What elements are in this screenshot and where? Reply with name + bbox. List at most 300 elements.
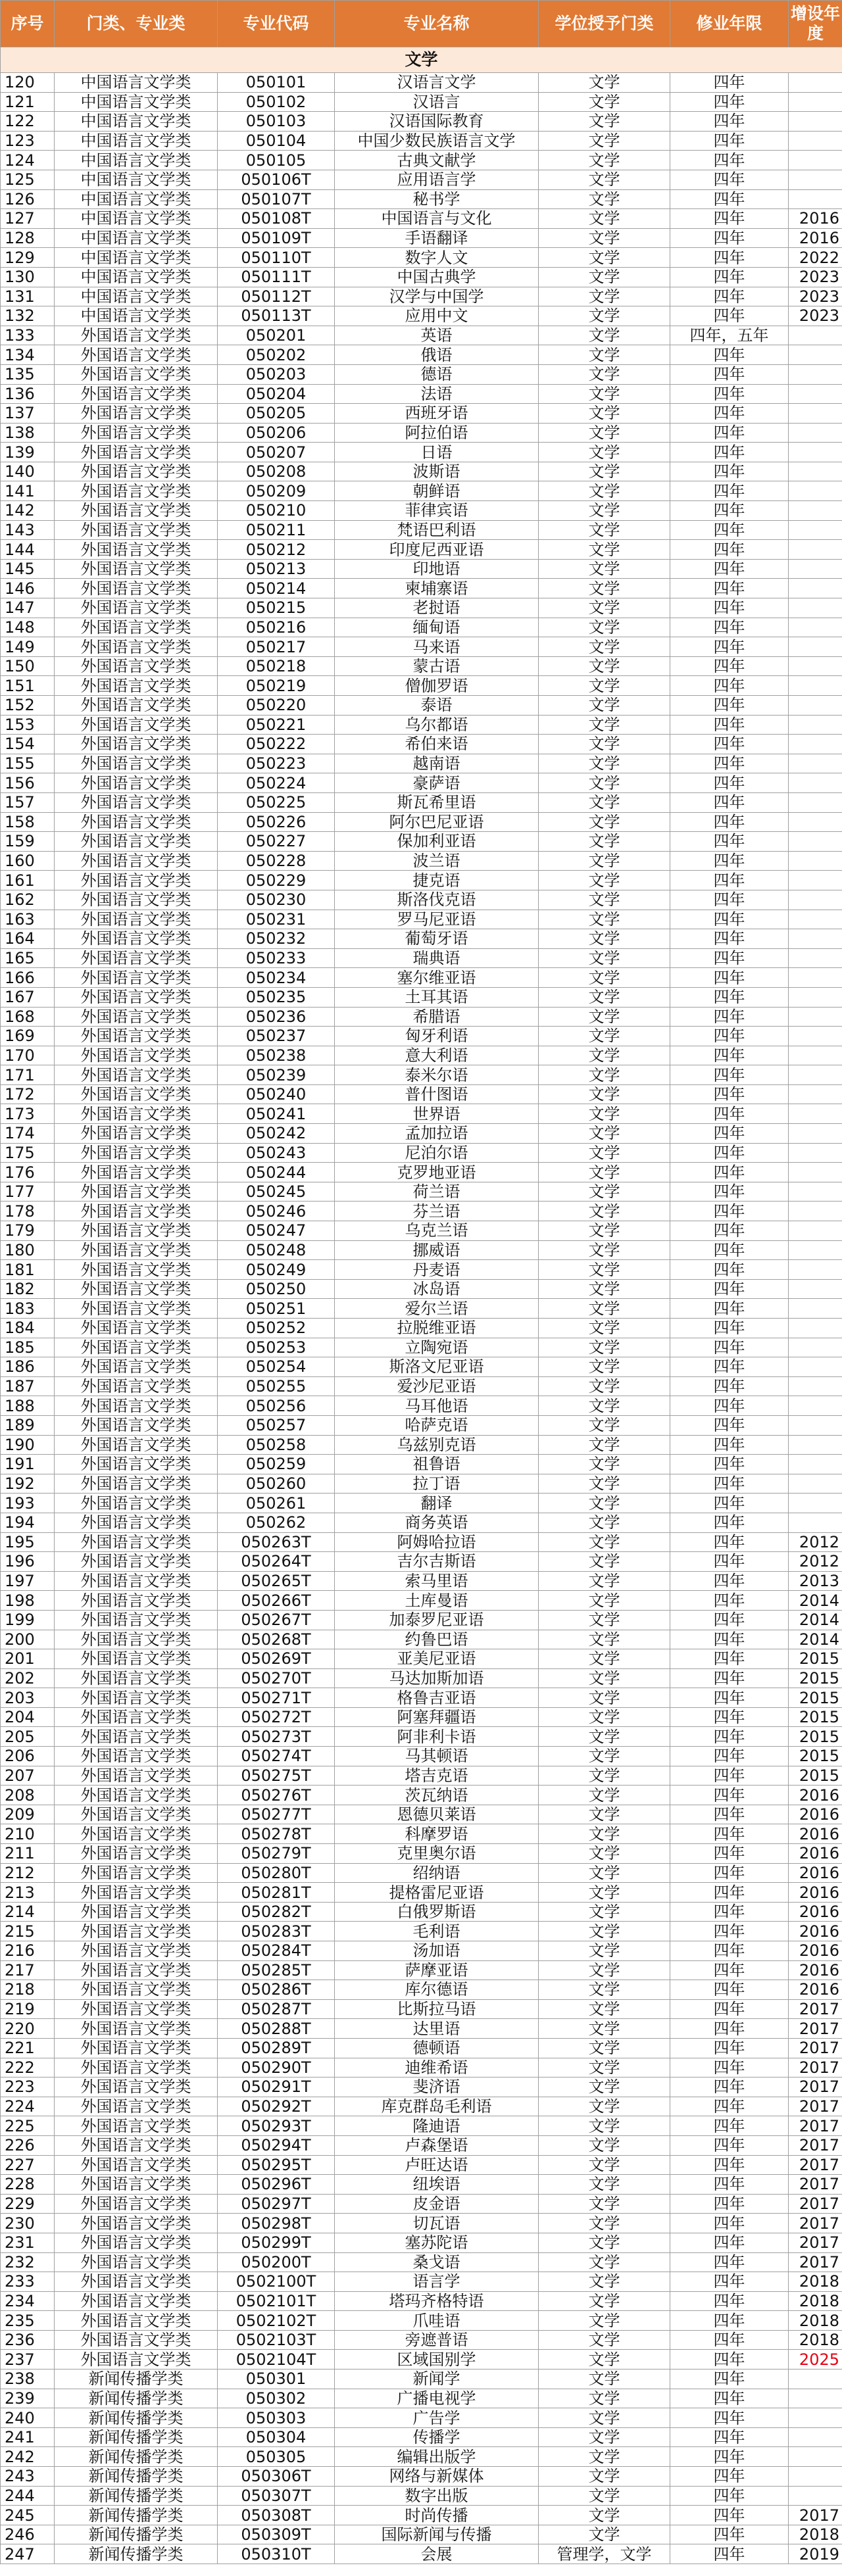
row-degree: 文学 bbox=[539, 481, 670, 501]
row-code: 050275T bbox=[218, 1766, 335, 1786]
row-year-added bbox=[789, 404, 842, 424]
row-code: 050260 bbox=[218, 1474, 335, 1494]
row-name: 希伯来语 bbox=[335, 735, 539, 754]
row-degree: 文学 bbox=[539, 2194, 670, 2214]
row-name: 斐济语 bbox=[335, 2078, 539, 2097]
row-degree: 文学 bbox=[539, 2427, 670, 2447]
row-seq: 220 bbox=[1, 2019, 55, 2039]
row-duration: 四年 bbox=[670, 1668, 789, 1688]
row-degree: 文学 bbox=[539, 131, 670, 151]
row-year-added bbox=[789, 189, 842, 209]
row-duration: 四年 bbox=[670, 637, 789, 657]
row-year-added bbox=[789, 462, 842, 481]
row-category: 外国语言文学类 bbox=[55, 1960, 218, 1980]
row-name: 柬埔寨语 bbox=[335, 579, 539, 598]
row-name: 达里语 bbox=[335, 2019, 539, 2039]
row-category: 外国语言文学类 bbox=[55, 1902, 218, 1922]
row-name: 瑞典语 bbox=[335, 948, 539, 968]
row-degree: 文学 bbox=[539, 2311, 670, 2331]
row-category: 外国语言文学类 bbox=[55, 1707, 218, 1727]
row-year-added: 2018 bbox=[789, 2311, 842, 2331]
row-code: 050304 bbox=[218, 2427, 335, 2447]
row-code: 050223 bbox=[218, 754, 335, 773]
row-seq: 130 bbox=[1, 267, 55, 287]
row-duration: 四年 bbox=[670, 170, 789, 189]
table-row bbox=[1, 579, 842, 598]
row-category: 外国语言文学类 bbox=[55, 2135, 218, 2155]
row-degree: 文学 bbox=[539, 1046, 670, 1065]
row-seq: 167 bbox=[1, 987, 55, 1007]
row-seq: 127 bbox=[1, 209, 55, 229]
table-row bbox=[1, 832, 842, 852]
row-category: 外国语言文学类 bbox=[55, 2194, 218, 2214]
table-row bbox=[1, 1182, 842, 1202]
row-duration: 四年 bbox=[670, 579, 789, 598]
row-code: 050205 bbox=[218, 404, 335, 424]
row-name: 白俄罗斯语 bbox=[335, 1902, 539, 1922]
row-code: 050225 bbox=[218, 792, 335, 812]
row-name: 僧伽罗语 bbox=[335, 676, 539, 696]
row-category: 外国语言文学类 bbox=[55, 1941, 218, 1961]
table-row bbox=[1, 1727, 842, 1747]
row-name: 语言学 bbox=[335, 2272, 539, 2292]
row-degree: 文学 bbox=[539, 1786, 670, 1805]
row-name: 桑戈语 bbox=[335, 2252, 539, 2272]
row-name: 匈牙利语 bbox=[335, 1027, 539, 1046]
row-name: 乌兹别克语 bbox=[335, 1435, 539, 1455]
row-code: 050204 bbox=[218, 384, 335, 404]
row-category: 外国语言文学类 bbox=[55, 1435, 218, 1455]
row-year-added bbox=[789, 579, 842, 598]
row-code: 050108T bbox=[218, 209, 335, 229]
table-row bbox=[1, 1435, 842, 1455]
row-code: 050281T bbox=[218, 1883, 335, 1903]
row-duration: 四年 bbox=[670, 1357, 789, 1377]
row-year-added bbox=[789, 832, 842, 852]
row-year-added: 2018 bbox=[789, 2291, 842, 2311]
row-seq: 189 bbox=[1, 1415, 55, 1435]
row-seq: 214 bbox=[1, 1902, 55, 1922]
row-code: 050214 bbox=[218, 579, 335, 598]
row-seq: 197 bbox=[1, 1571, 55, 1591]
row-category: 外国语言文学类 bbox=[55, 2019, 218, 2039]
row-seq: 222 bbox=[1, 2058, 55, 2078]
row-degree: 文学 bbox=[539, 735, 670, 754]
row-year-added: 2016 bbox=[789, 1786, 842, 1805]
row-year-added bbox=[789, 2447, 842, 2467]
row-seq: 203 bbox=[1, 1688, 55, 1708]
row-name: 萨摩亚语 bbox=[335, 1960, 539, 1980]
table-row bbox=[1, 1747, 842, 1766]
col-header-year-added: 增设年度 bbox=[789, 1, 842, 47]
row-seq: 125 bbox=[1, 170, 55, 189]
row-degree: 文学 bbox=[539, 2116, 670, 2136]
row-duration: 四年 bbox=[670, 228, 789, 248]
row-category: 外国语言文学类 bbox=[55, 773, 218, 793]
row-year-added: 2023 bbox=[789, 287, 842, 306]
row-year-added bbox=[789, 1202, 842, 1221]
row-degree: 文学 bbox=[539, 1415, 670, 1435]
row-category: 外国语言文学类 bbox=[55, 1027, 218, 1046]
table-row bbox=[1, 754, 842, 773]
row-category: 新闻传播学类 bbox=[55, 2467, 218, 2487]
row-year-added: 2018 bbox=[789, 2272, 842, 2292]
row-duration: 四年 bbox=[670, 2544, 789, 2564]
row-year-added: 2017 bbox=[789, 2078, 842, 2097]
row-duration: 四年 bbox=[670, 2116, 789, 2136]
row-name: 马达加斯加语 bbox=[335, 1668, 539, 1688]
row-seq: 166 bbox=[1, 968, 55, 988]
row-name: 法语 bbox=[335, 384, 539, 404]
row-year-added: 2015 bbox=[789, 1727, 842, 1747]
row-year-added bbox=[789, 540, 842, 560]
row-code: 050216 bbox=[218, 618, 335, 637]
row-seq: 207 bbox=[1, 1766, 55, 1786]
row-duration: 四年 bbox=[670, 1084, 789, 1104]
row-code: 050244 bbox=[218, 1163, 335, 1182]
row-seq: 140 bbox=[1, 462, 55, 481]
row-degree: 文学 bbox=[539, 1084, 670, 1104]
row-code: 050209 bbox=[218, 481, 335, 501]
table-row bbox=[1, 2135, 842, 2155]
table-row bbox=[1, 1027, 842, 1046]
row-category: 外国语言文学类 bbox=[55, 871, 218, 890]
row-degree: 文学 bbox=[539, 189, 670, 209]
row-year-added bbox=[789, 2427, 842, 2447]
row-code: 050289T bbox=[218, 2038, 335, 2058]
row-name: 乌尔都语 bbox=[335, 715, 539, 735]
row-name: 茨瓦纳语 bbox=[335, 1786, 539, 1805]
row-year-added: 2017 bbox=[789, 2252, 842, 2272]
row-duration: 四年 bbox=[670, 2369, 789, 2389]
row-code: 0502100T bbox=[218, 2272, 335, 2292]
row-category: 外国语言文学类 bbox=[55, 1552, 218, 1572]
row-seq: 242 bbox=[1, 2447, 55, 2467]
row-seq: 184 bbox=[1, 1319, 55, 1338]
row-degree: 文学 bbox=[539, 773, 670, 793]
row-code: 050302 bbox=[218, 2389, 335, 2408]
row-name: 隆迪语 bbox=[335, 2116, 539, 2136]
row-year-added: 2015 bbox=[789, 1707, 842, 1727]
row-duration: 四年 bbox=[670, 287, 789, 306]
row-seq: 121 bbox=[1, 92, 55, 112]
table-row bbox=[1, 1065, 842, 1085]
row-name: 卢旺达语 bbox=[335, 2155, 539, 2175]
row-seq: 157 bbox=[1, 792, 55, 812]
row-seq: 124 bbox=[1, 151, 55, 170]
row-year-added bbox=[789, 2369, 842, 2389]
row-code: 050207 bbox=[218, 443, 335, 462]
row-degree: 文学 bbox=[539, 2525, 670, 2544]
row-category: 外国语言文学类 bbox=[55, 948, 218, 968]
row-code: 0502102T bbox=[218, 2311, 335, 2331]
row-name: 土耳其语 bbox=[335, 987, 539, 1007]
row-year-added bbox=[789, 1494, 842, 1513]
row-name: 塔吉克语 bbox=[335, 1766, 539, 1786]
row-seq: 134 bbox=[1, 345, 55, 365]
row-name: 菲律宾语 bbox=[335, 501, 539, 521]
row-seq: 126 bbox=[1, 189, 55, 209]
row-year-added bbox=[789, 131, 842, 151]
row-seq: 224 bbox=[1, 2097, 55, 2116]
row-name: 德语 bbox=[335, 364, 539, 384]
row-name: 格鲁吉亚语 bbox=[335, 1688, 539, 1708]
row-duration: 四年 bbox=[670, 1143, 789, 1163]
row-category: 外国语言文学类 bbox=[55, 345, 218, 365]
row-code: 050282T bbox=[218, 1902, 335, 1922]
row-code: 050285T bbox=[218, 1960, 335, 1980]
row-degree: 文学 bbox=[539, 1124, 670, 1144]
row-seq: 177 bbox=[1, 1182, 55, 1202]
row-degree: 文学 bbox=[539, 2506, 670, 2525]
row-duration: 四年 bbox=[670, 384, 789, 404]
row-name: 国际新闻与传播 bbox=[335, 2525, 539, 2544]
row-duration: 四年 bbox=[670, 1435, 789, 1455]
row-name: 卢森堡语 bbox=[335, 2135, 539, 2155]
table-row bbox=[1, 890, 842, 910]
section-row bbox=[1, 47, 842, 73]
row-seq: 195 bbox=[1, 1532, 55, 1552]
row-name: 保加利亚语 bbox=[335, 832, 539, 852]
row-category: 外国语言文学类 bbox=[55, 326, 218, 345]
row-year-added: 2012 bbox=[789, 1552, 842, 1572]
table-row bbox=[1, 2525, 842, 2544]
row-year-added: 2015 bbox=[789, 1668, 842, 1688]
row-name: 中国语言与文化 bbox=[335, 209, 539, 229]
table-row bbox=[1, 773, 842, 793]
row-duration: 四年 bbox=[670, 1396, 789, 1416]
row-degree: 文学 bbox=[539, 2291, 670, 2311]
row-degree: 文学 bbox=[539, 170, 670, 189]
row-name: 哈萨克语 bbox=[335, 1415, 539, 1435]
row-year-added: 2016 bbox=[789, 1824, 842, 1844]
row-year-added bbox=[789, 2389, 842, 2408]
row-duration: 四年 bbox=[670, 1474, 789, 1494]
row-duration: 四年 bbox=[670, 1766, 789, 1786]
table-row bbox=[1, 1941, 842, 1961]
row-category: 外国语言文学类 bbox=[55, 501, 218, 521]
table-row bbox=[1, 462, 842, 481]
row-duration: 四年 bbox=[670, 948, 789, 968]
table-row bbox=[1, 2506, 842, 2525]
row-duration: 四年 bbox=[670, 559, 789, 579]
row-name: 提格雷尼亚语 bbox=[335, 1883, 539, 1903]
row-degree: 文学 bbox=[539, 228, 670, 248]
table-row bbox=[1, 1532, 842, 1552]
row-seq: 172 bbox=[1, 1084, 55, 1104]
row-code: 050233 bbox=[218, 948, 335, 968]
row-seq: 169 bbox=[1, 1027, 55, 1046]
row-category: 外国语言文学类 bbox=[55, 2291, 218, 2311]
row-duration: 四年 bbox=[670, 754, 789, 773]
table-row bbox=[1, 1999, 842, 2019]
table-row bbox=[1, 1260, 842, 1280]
row-degree: 文学 bbox=[539, 1688, 670, 1708]
row-degree: 文学 bbox=[539, 209, 670, 229]
row-year-added bbox=[789, 1357, 842, 1377]
row-degree: 文学 bbox=[539, 443, 670, 462]
row-category: 外国语言文学类 bbox=[55, 364, 218, 384]
row-degree: 文学 bbox=[539, 1571, 670, 1591]
row-year-added: 2016 bbox=[789, 1805, 842, 1824]
row-code: 050210 bbox=[218, 501, 335, 521]
row-degree: 文学 bbox=[539, 540, 670, 560]
row-name: 纽埃语 bbox=[335, 2175, 539, 2195]
row-code: 050308T bbox=[218, 2506, 335, 2525]
row-code: 050269T bbox=[218, 1649, 335, 1669]
row-degree: 文学 bbox=[539, 1007, 670, 1027]
row-category: 外国语言文学类 bbox=[55, 1046, 218, 1065]
table-row bbox=[1, 326, 842, 345]
row-degree: 文学 bbox=[539, 2019, 670, 2039]
row-seq: 179 bbox=[1, 1221, 55, 1241]
row-category: 新闻传播学类 bbox=[55, 2389, 218, 2408]
row-year-added bbox=[789, 345, 842, 365]
row-code: 050279T bbox=[218, 1844, 335, 1864]
row-seq: 217 bbox=[1, 1960, 55, 1980]
table-row bbox=[1, 112, 842, 132]
row-name: 泰米尔语 bbox=[335, 1065, 539, 1085]
row-seq: 225 bbox=[1, 2116, 55, 2136]
row-degree: 文学 bbox=[539, 248, 670, 268]
row-name: 丹麦语 bbox=[335, 1260, 539, 1280]
row-code: 050236 bbox=[218, 1007, 335, 1027]
row-seq: 226 bbox=[1, 2135, 55, 2155]
row-duration: 四年 bbox=[670, 2038, 789, 2058]
row-category: 外国语言文学类 bbox=[55, 1747, 218, 1766]
row-seq: 143 bbox=[1, 520, 55, 540]
table-row bbox=[1, 1474, 842, 1494]
row-code: 050288T bbox=[218, 2019, 335, 2039]
row-degree: 文学 bbox=[539, 968, 670, 988]
row-seq: 141 bbox=[1, 481, 55, 501]
row-duration: 四年 bbox=[670, 696, 789, 716]
row-code: 050201 bbox=[218, 326, 335, 345]
table-row bbox=[1, 812, 842, 832]
table-row bbox=[1, 2311, 842, 2331]
row-category: 中国语言文学类 bbox=[55, 306, 218, 326]
row-degree: 文学 bbox=[539, 2078, 670, 2097]
row-name: 皮金语 bbox=[335, 2194, 539, 2214]
table-row bbox=[1, 1279, 842, 1299]
row-code: 050102 bbox=[218, 92, 335, 112]
row-code: 050250 bbox=[218, 1279, 335, 1299]
row-duration: 四年 bbox=[670, 2078, 789, 2097]
row-code: 050208 bbox=[218, 462, 335, 481]
row-year-added bbox=[789, 676, 842, 696]
row-category: 中国语言文学类 bbox=[55, 287, 218, 306]
row-code: 050211 bbox=[218, 520, 335, 540]
row-category: 外国语言文学类 bbox=[55, 2350, 218, 2369]
row-seq: 133 bbox=[1, 326, 55, 345]
row-seq: 149 bbox=[1, 637, 55, 657]
row-duration: 四年 bbox=[670, 2272, 789, 2292]
row-year-added bbox=[789, 871, 842, 890]
row-category: 外国语言文学类 bbox=[55, 1221, 218, 1241]
row-year-added bbox=[789, 1319, 842, 1338]
row-year-added bbox=[789, 696, 842, 716]
row-seq: 170 bbox=[1, 1046, 55, 1065]
row-name: 约鲁巴语 bbox=[335, 1630, 539, 1649]
row-category: 外国语言文学类 bbox=[55, 696, 218, 716]
row-duration: 四年 bbox=[670, 1863, 789, 1883]
row-category: 外国语言文学类 bbox=[55, 423, 218, 443]
row-duration: 四年 bbox=[670, 1805, 789, 1824]
row-duration: 四年 bbox=[670, 987, 789, 1007]
row-year-added bbox=[789, 1163, 842, 1182]
row-degree: 文学 bbox=[539, 404, 670, 424]
row-degree: 文学 bbox=[539, 1104, 670, 1124]
row-name: 克里奥尔语 bbox=[335, 1844, 539, 1864]
row-degree: 文学 bbox=[539, 462, 670, 481]
row-category: 外国语言文学类 bbox=[55, 1513, 218, 1532]
table-row bbox=[1, 1980, 842, 2000]
row-duration: 四年 bbox=[670, 1319, 789, 1338]
row-degree: 文学 bbox=[539, 1338, 670, 1357]
col-header-duration: 修业年限 bbox=[670, 1, 789, 47]
row-code: 050259 bbox=[218, 1455, 335, 1474]
row-name: 德顿语 bbox=[335, 2038, 539, 2058]
row-code: 050253 bbox=[218, 1338, 335, 1357]
row-degree: 文学 bbox=[539, 1707, 670, 1727]
row-duration: 四年 bbox=[670, 1980, 789, 2000]
row-year-added: 2018 bbox=[789, 2525, 842, 2544]
row-duration: 四年 bbox=[670, 2330, 789, 2350]
row-code: 050243 bbox=[218, 1143, 335, 1163]
row-category: 外国语言文学类 bbox=[55, 676, 218, 696]
row-category: 外国语言文学类 bbox=[55, 520, 218, 540]
row-degree: 文学 bbox=[539, 423, 670, 443]
row-code: 050274T bbox=[218, 1747, 335, 1766]
row-year-added: 2016 bbox=[789, 1902, 842, 1922]
row-seq: 212 bbox=[1, 1863, 55, 1883]
row-duration: 四年 bbox=[670, 92, 789, 112]
row-duration: 四年 bbox=[670, 2486, 789, 2506]
table-row bbox=[1, 209, 842, 229]
row-year-added bbox=[789, 1027, 842, 1046]
row-duration: 四年 bbox=[670, 1182, 789, 1202]
row-category: 外国语言文学类 bbox=[55, 832, 218, 852]
row-name: 汉语言 bbox=[335, 92, 539, 112]
row-year-added: 2017 bbox=[789, 2038, 842, 2058]
row-category: 外国语言文学类 bbox=[55, 1571, 218, 1591]
row-name: 祖鲁语 bbox=[335, 1455, 539, 1474]
row-name: 印度尼西亚语 bbox=[335, 540, 539, 560]
row-seq: 237 bbox=[1, 2350, 55, 2369]
row-seq: 230 bbox=[1, 2214, 55, 2233]
row-degree: 文学 bbox=[539, 520, 670, 540]
row-year-added bbox=[789, 364, 842, 384]
row-degree: 文学 bbox=[539, 1376, 670, 1396]
row-category: 外国语言文学类 bbox=[55, 637, 218, 657]
table-row bbox=[1, 1376, 842, 1396]
row-degree: 文学 bbox=[539, 1610, 670, 1630]
row-category: 新闻传播学类 bbox=[55, 2506, 218, 2525]
table-row bbox=[1, 1046, 842, 1065]
row-seq: 216 bbox=[1, 1941, 55, 1961]
row-degree: 文学 bbox=[539, 1455, 670, 1474]
table-row bbox=[1, 2427, 842, 2447]
row-category: 外国语言文学类 bbox=[55, 2233, 218, 2252]
row-category: 新闻传播学类 bbox=[55, 2544, 218, 2564]
table-row bbox=[1, 2116, 842, 2136]
row-year-added bbox=[789, 637, 842, 657]
row-category: 新闻传播学类 bbox=[55, 2486, 218, 2506]
row-code: 050226 bbox=[218, 812, 335, 832]
table-row bbox=[1, 2291, 842, 2311]
row-degree: 文学 bbox=[539, 287, 670, 306]
row-duration: 四年 bbox=[670, 1747, 789, 1766]
